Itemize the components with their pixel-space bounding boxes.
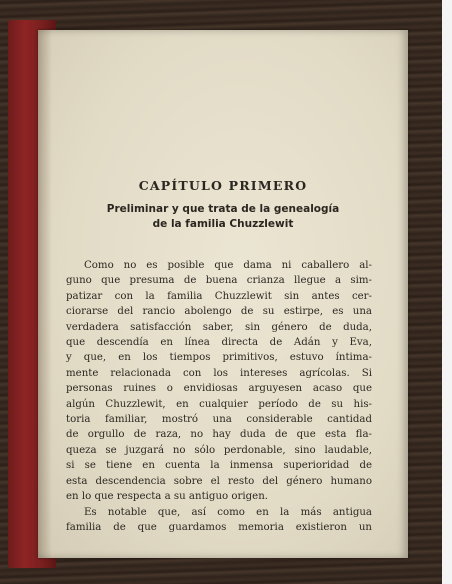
text-line: patizar con la familia Chuzzlewit sin antes cer-	[66, 290, 372, 302]
text-line: de orgullo de raza, no hay duda de que esta fla-	[66, 429, 372, 441]
book-page	[38, 30, 408, 558]
text-line: si se tiene en cuenta la inmensa superioridad de	[66, 460, 372, 472]
text-line: toria familiar, mostró una considerable cantidad	[66, 414, 372, 426]
paragraph	[66, 505, 372, 536]
text-line: Como no es posible que dama ni caballero al-	[84, 260, 372, 271]
image-border	[442, 0, 452, 584]
text-line: queza se juzgará no sólo perdonable, sino laudable,	[66, 444, 372, 456]
chapter-subtitle	[78, 202, 368, 232]
text-line: ciorarse del rancio abolengo de su estirpe, es una	[66, 306, 372, 318]
text-line: y que, en los tiempos primitivos, estuvo íntima-	[66, 352, 372, 364]
text-line: personas ruines o envidiosas arguyesen acaso que	[66, 383, 372, 395]
text-line: verdadera satisfacción saber, sin género de duda,	[66, 321, 372, 333]
subtitle-line: de la familia Chuzzlewit	[152, 218, 294, 230]
text-line: algún Chuzzlewit, en cualquier período de su his-	[66, 398, 372, 410]
text-line: mente relacionada con los intereses agrícolas. Si	[66, 367, 372, 379]
text-line: en lo que respecta a su antiguo origen.	[66, 491, 268, 503]
text-line: Es notable que, así como en la más antigua	[84, 506, 372, 518]
subtitle-line: Preliminar y que trata de la genealogía	[106, 203, 340, 215]
text-line: familia de que guardamos memoria existieron un	[66, 521, 372, 533]
text-line: guno que presuma de buena crianza llegue a sim-	[66, 275, 372, 287]
body-text	[66, 258, 372, 535]
text-line: que descendía en línea directa de Adán y Eva,	[66, 337, 372, 349]
chapter-title: CAPÍTULO PRIMERO	[138, 178, 308, 193]
page-gutter-shadow	[38, 30, 52, 558]
text-line: esta descendencia sobre el resto del género humano	[66, 475, 372, 487]
paragraph	[66, 258, 372, 505]
